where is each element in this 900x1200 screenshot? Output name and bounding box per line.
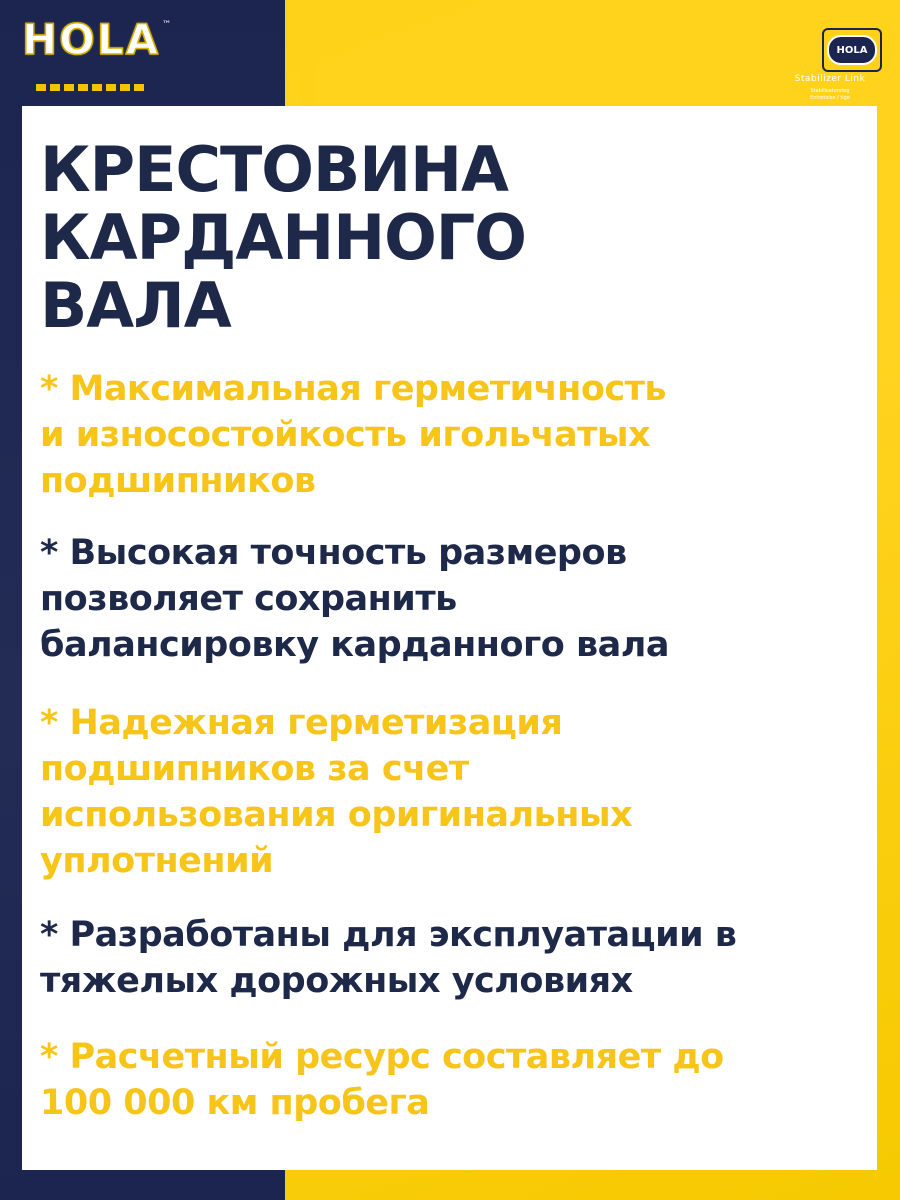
feature-line: использования оригинальных: [40, 795, 633, 835]
feature-point-3: [40, 700, 860, 884]
feature-line: подшипников: [40, 461, 316, 501]
package-sublabel-line: Stabilisatorsteg: [810, 88, 850, 94]
feature-line: * Надежная герметизация: [40, 703, 563, 743]
feature-line: уплотнений: [40, 841, 274, 881]
package-badge: [822, 28, 882, 72]
logo-dots-decoration: [36, 84, 144, 91]
package-sublabel-line: Entretoise / tige: [810, 95, 850, 101]
package-label: Stabilizer Link: [794, 74, 866, 84]
brand-logo-text: HOLA: [22, 14, 161, 64]
page-title: [40, 133, 740, 342]
feature-line: балансировку карданного вала: [40, 625, 670, 665]
title-line: КАРДАННОГО: [40, 201, 526, 274]
feature-line: 100 000 км пробега: [40, 1083, 430, 1123]
feature-line: позволяет сохранить: [40, 579, 457, 619]
title-line: ВАЛА: [40, 269, 231, 342]
brand-logo: [22, 14, 222, 64]
feature-line: * Максимальная герметичность: [40, 369, 667, 409]
trademark-mark: ™: [162, 20, 172, 30]
package-sublabel: [770, 88, 890, 102]
feature-point-5: [40, 1034, 860, 1126]
feature-line: тяжелых дорожных условиях: [40, 961, 633, 1001]
feature-point-2: [40, 530, 860, 668]
feature-point-4: [40, 912, 860, 1004]
feature-line: * Разработаны для эксплуатации в: [40, 915, 737, 955]
feature-line: * Высокая точность размеров: [40, 533, 627, 573]
feature-line: * Расчетный ресурс составляет до: [40, 1037, 724, 1077]
feature-point-1: [40, 366, 860, 504]
feature-line: подшипников за счет: [40, 749, 469, 789]
title-line: КРЕСТОВИНА: [40, 133, 508, 206]
feature-line: и износостойкость игольчатых: [40, 415, 651, 455]
package-badge-logo: HOLA: [827, 35, 877, 65]
